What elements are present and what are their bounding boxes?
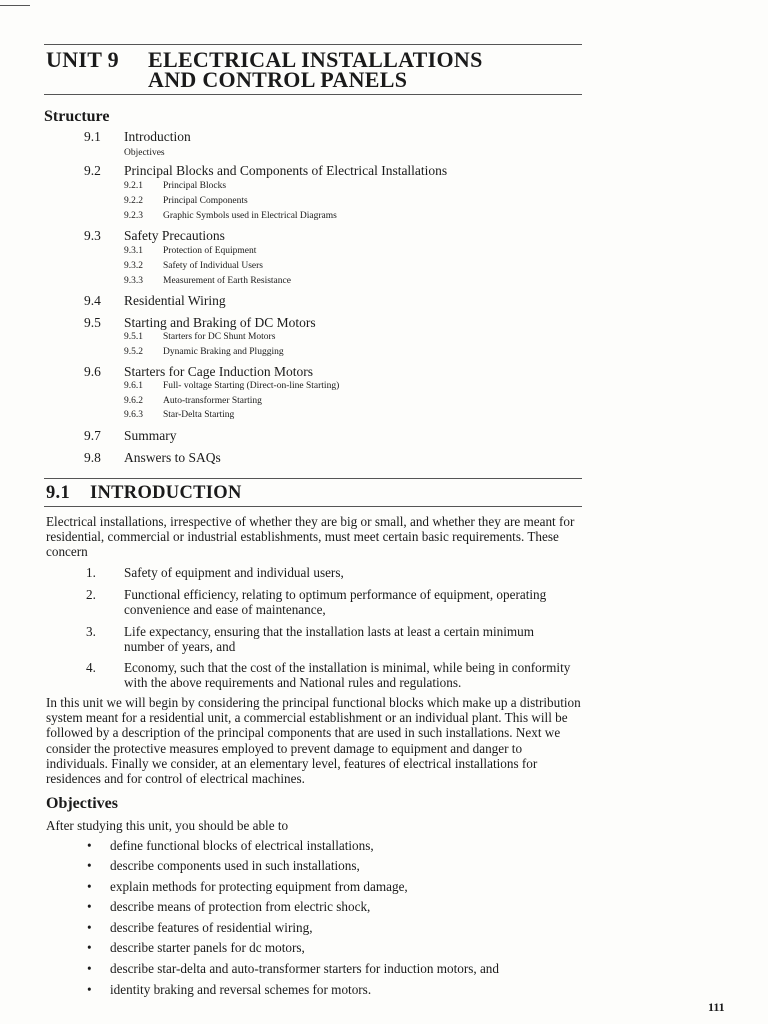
page-number: 111 bbox=[708, 1000, 725, 1014]
toc-subtitle: Principal Components bbox=[163, 196, 248, 206]
bullet-icon: • bbox=[87, 879, 92, 894]
unit-label: UNIT 9 bbox=[46, 47, 119, 72]
list-item-number: 4. bbox=[86, 660, 96, 675]
objective-item: identity braking and reversal schemes for motors. bbox=[110, 982, 372, 997]
unit-title-line2: AND CONTROL PANELS bbox=[148, 67, 408, 92]
toc-number: 9.7 bbox=[84, 428, 101, 443]
objective-item: explain methods for protecting equipment from damage, bbox=[110, 879, 408, 894]
objectives-heading: Objectives bbox=[46, 795, 118, 812]
toc-number: 9.6 bbox=[84, 364, 101, 379]
corner-mark bbox=[0, 5, 30, 6]
toc-subnumber: 9.5.2 bbox=[124, 347, 143, 357]
toc-subnumber: 9.6.2 bbox=[124, 396, 143, 406]
toc-title: Answers to SAQs bbox=[124, 450, 221, 465]
toc-subnumber: 9.6.3 bbox=[124, 410, 143, 420]
toc-title: Safety Precautions bbox=[124, 228, 225, 243]
section-heading: INTRODUCTION bbox=[90, 483, 242, 503]
toc-number: 9.2 bbox=[84, 163, 101, 178]
objective-item: describe features of residential wiring, bbox=[110, 920, 313, 935]
list-item-text: Life expectancy, ensuring that the installation lasts at least a certain minimum number of years, and bbox=[124, 624, 535, 655]
toc-subnumber: 9.3.3 bbox=[124, 276, 143, 286]
structure-heading: Structure bbox=[44, 108, 110, 125]
toc-subtitle: Objectives bbox=[124, 148, 165, 158]
intro-paragraph: Electrical installations, irrespective of whether they are big or small, and whether they are meant for residential, commercial or industrial establishments, must meet certain basic requirements. These concern bbox=[46, 514, 575, 560]
title-rule-bottom bbox=[44, 94, 582, 95]
objective-item: describe starter panels for dc motors, bbox=[110, 940, 305, 955]
toc-subtitle: Star-Delta Starting bbox=[163, 410, 235, 420]
toc-number: 9.5 bbox=[84, 315, 101, 330]
bullet-icon: • bbox=[87, 961, 92, 976]
toc-subtitle: Full- voltage Starting (Direct-on-line Starting) bbox=[163, 381, 340, 391]
toc-subtitle: Starters for DC Shunt Motors bbox=[163, 332, 276, 342]
section-rule-bottom bbox=[44, 506, 582, 507]
list-item-text: Economy, such that the cost of the installation is minimal, while being in conformity with the above requirements and National rules and regulations. bbox=[124, 660, 571, 691]
toc-number: 9.1 bbox=[84, 129, 101, 144]
toc-subtitle: Dynamic Braking and Plugging bbox=[163, 347, 284, 357]
list-item-text: Safety of equipment and individual users, bbox=[124, 565, 344, 580]
list-item-number: 1. bbox=[86, 565, 96, 580]
bullet-icon: • bbox=[87, 838, 92, 853]
toc-subtitle: Measurement of Earth Resistance bbox=[163, 276, 291, 286]
toc-subnumber: 9.3.1 bbox=[124, 246, 143, 256]
bullet-icon: • bbox=[87, 940, 92, 955]
toc-number: 9.8 bbox=[84, 450, 101, 465]
toc-subtitle: Principal Blocks bbox=[163, 181, 227, 191]
objective-item: describe star-delta and auto-transformer starters for induction motors, and bbox=[110, 961, 499, 976]
objective-item: describe means of protection from electric shock, bbox=[110, 899, 371, 914]
list-item-number: 3. bbox=[86, 624, 96, 639]
list-item-text: Functional efficiency, relating to optimum performance of equipment, operating convenience and ease of maintenance, bbox=[124, 587, 547, 618]
toc-subtitle: Safety of Individual Users bbox=[163, 261, 263, 271]
bullet-icon: • bbox=[87, 982, 92, 997]
toc-title: Summary bbox=[124, 428, 177, 443]
bullet-icon: • bbox=[87, 899, 92, 914]
bullet-icon: • bbox=[87, 858, 92, 873]
objective-item: define functional blocks of electrical installations, bbox=[110, 838, 374, 853]
toc-subnumber: 9.2.2 bbox=[124, 196, 143, 206]
toc-subnumber: 9.2.1 bbox=[124, 181, 143, 191]
toc-subtitle: Graphic Symbols used in Electrical Diagrams bbox=[163, 211, 337, 221]
toc-title: Starting and Braking of DC Motors bbox=[124, 315, 316, 330]
objectives-intro: After studying this unit, you should be able to bbox=[46, 818, 289, 833]
bullet-icon: • bbox=[87, 920, 92, 935]
toc-subnumber: 9.6.1 bbox=[124, 381, 143, 391]
list-item-number: 2. bbox=[86, 587, 96, 602]
toc-subtitle: Auto-transformer Starting bbox=[163, 396, 262, 406]
toc-title: Residential Wiring bbox=[124, 293, 226, 308]
unit-title-line1: ELECTRICAL INSTALLATIONS bbox=[148, 47, 483, 72]
title-rule-top bbox=[44, 44, 582, 45]
section-number: 9.1 bbox=[46, 483, 71, 503]
toc-subtitle: Protection of Equipment bbox=[163, 246, 257, 256]
toc-subnumber: 9.5.1 bbox=[124, 332, 143, 342]
toc-title: Starters for Cage Induction Motors bbox=[124, 364, 313, 379]
toc-title: Introduction bbox=[124, 129, 191, 144]
toc-subnumber: 9.3.2 bbox=[124, 261, 143, 271]
toc-subnumber: 9.2.3 bbox=[124, 211, 143, 221]
toc-number: 9.3 bbox=[84, 228, 101, 243]
objective-item: describe components used in such installations, bbox=[110, 858, 360, 873]
section-rule-top bbox=[44, 478, 582, 479]
toc-title: Principal Blocks and Components of Electrical Installations bbox=[124, 163, 448, 178]
toc-number: 9.4 bbox=[84, 293, 101, 308]
overview-paragraph: In this unit we will begin by considering the principal functional blocks which make up a distribution system meant for a residential unit, a commercial establishment or an individual plant. This will be followed by a description of the principal components that are used in such installations. Next we consider the protective measures employed to prevent damage to equipment and danger to individuals. Finally we consider, at an elementary level, features of electrical installations for residences and for control of electrical machines. bbox=[46, 695, 581, 787]
